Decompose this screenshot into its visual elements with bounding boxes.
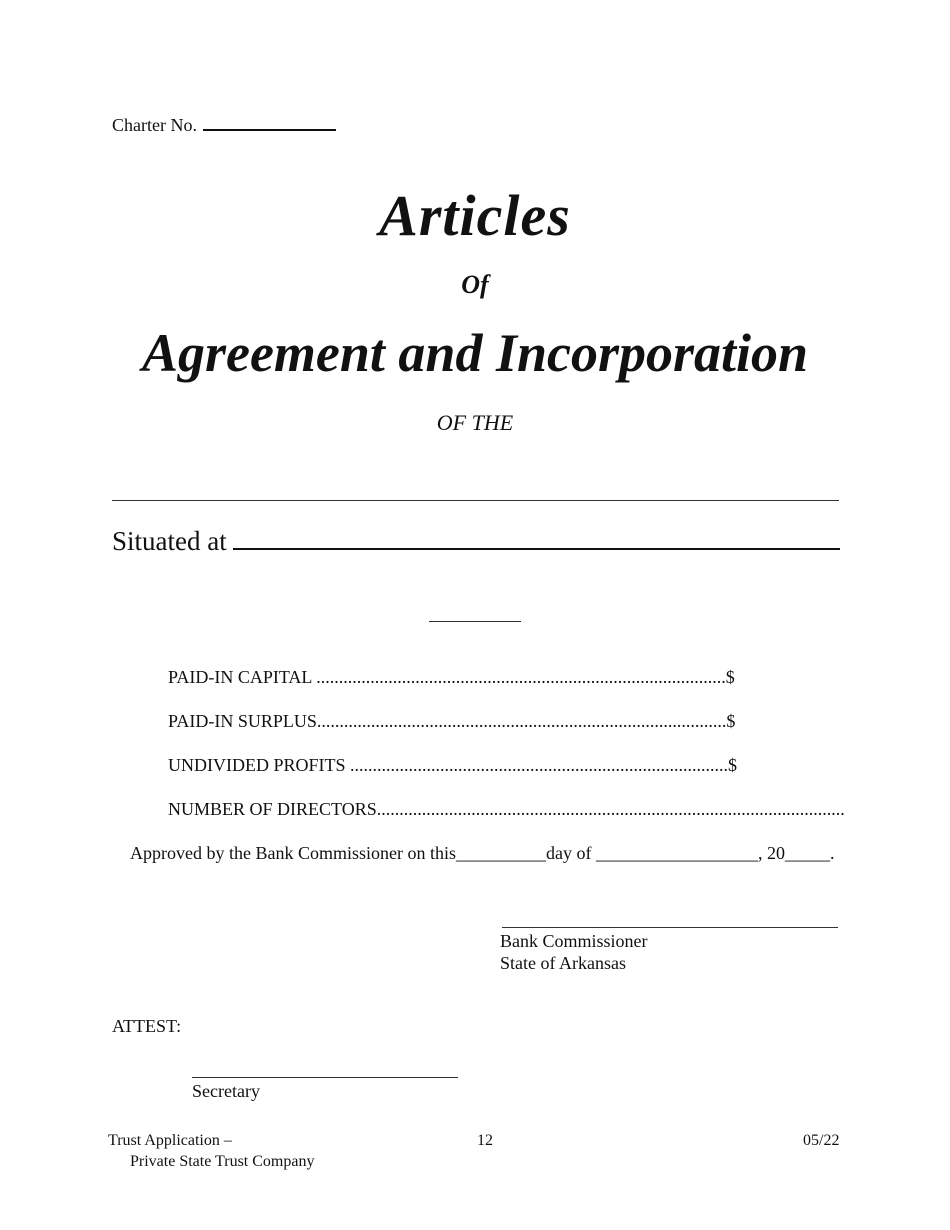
footer-page-number: 12 [477,1132,493,1149]
paid-in-surplus-row: PAID-IN SURPLUS...........................................................................................$ [168,711,736,731]
number-of-directors-row: NUMBER OF DIRECTORS........................................................................................................ [168,799,845,819]
commissioner-signature-line[interactable] [502,927,838,928]
footer-application-title: Trust Application – [108,1132,232,1149]
situated-at [112,524,840,557]
charter-number [112,113,336,136]
commissioner-title: Bank Commissioner [500,931,648,951]
situated-label: Situated at [112,526,227,556]
divider [429,621,521,622]
title-of: Of [461,270,489,299]
situated-at-field[interactable] [233,524,840,550]
secretary-signature-line[interactable] [192,1077,458,1078]
company-name-field[interactable] [112,500,839,501]
paid-in-capital-row: PAID-IN CAPITAL ...........................................................................................$ [168,667,735,687]
approval-statement: Approved by the Bank Commissioner on this__________day of __________________, 20_____. [130,843,835,863]
title-of-the: OF THE [436,410,514,435]
undivided-profits-row: UNDIVIDED PROFITS ....................................................................................$ [168,755,738,775]
title-agreement-incorporation: Agreement and Incorporation [141,323,809,383]
title-articles: Articles [379,183,571,248]
charter-number-field[interactable] [203,113,336,131]
secretary-label: Secretary [192,1081,260,1101]
charter-label: Charter No. [112,115,197,135]
footer-application-subtitle: Private State Trust Company [130,1153,315,1170]
commissioner-state: State of Arkansas [500,953,626,973]
footer-date: 05/22 [803,1132,840,1149]
attest-label: ATTEST: [112,1016,182,1036]
